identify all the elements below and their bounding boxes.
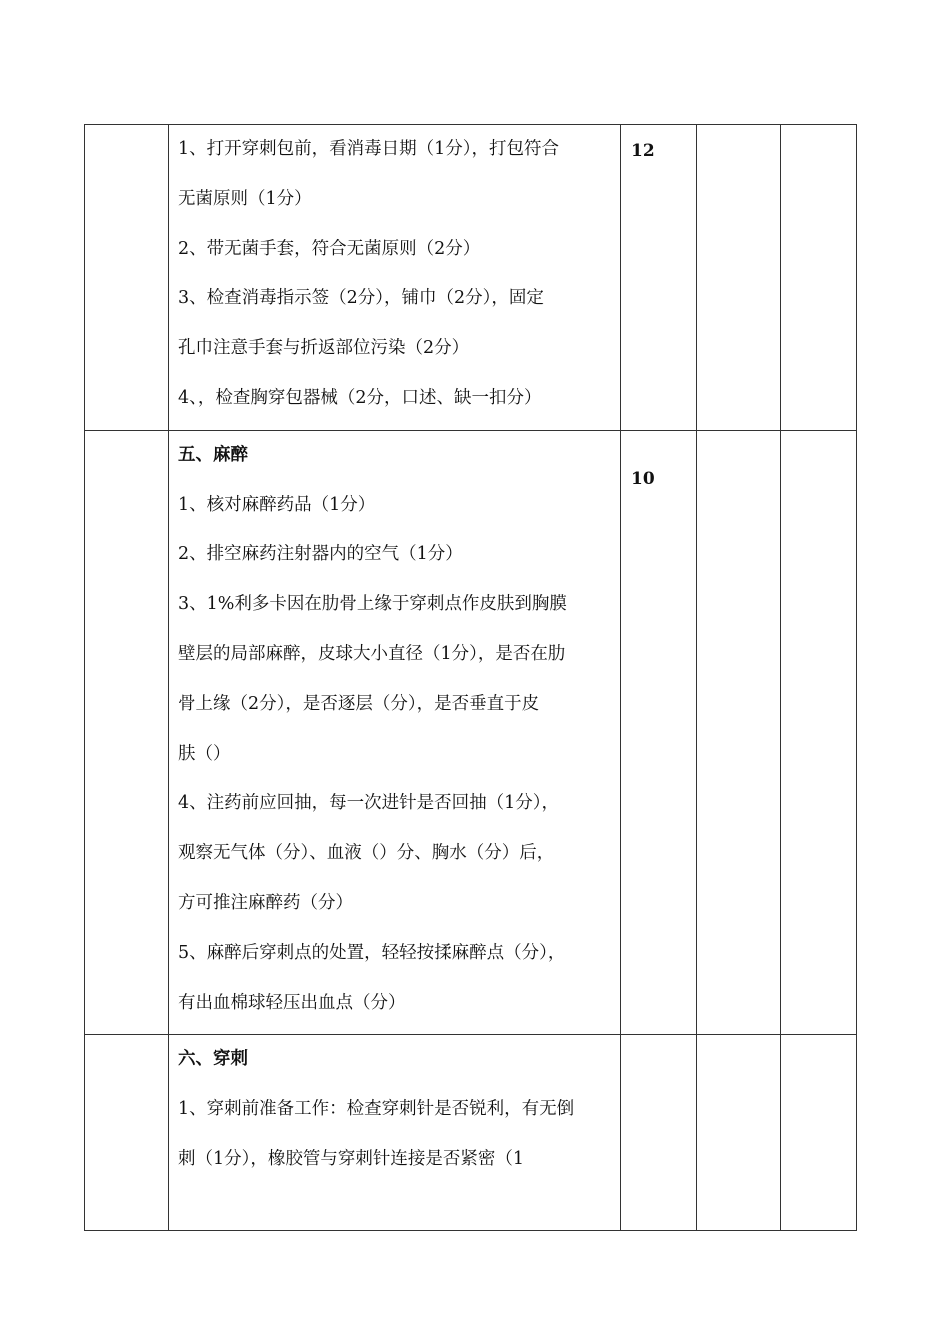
- procedure-line: 3、检查消毒指示签（2分），铺巾（2分），固定: [178, 288, 544, 309]
- procedure-cell: [169, 1035, 621, 1231]
- procedure-line: 有出血棉球轻压出血点（分）: [178, 992, 406, 1013]
- score-cell: 12: [621, 125, 697, 431]
- procedure-line: 4、，检查胸穿包器械（2分，口述、缺一扣分）: [178, 387, 542, 408]
- procedure-line: 观察无气体（分）、血液（）分、胸水（分）后，: [178, 843, 555, 864]
- score-cell: 10: [621, 430, 697, 1035]
- procedure-line: 4、注药前应回抽，每一次进针是否回抽（1分），: [178, 793, 560, 814]
- procedure-line: 2、带无菌手套，符合无菌原则（2分）: [178, 238, 481, 259]
- procedure-line: 刺（1分），橡胶管与穿刺针连接是否紧密（1: [178, 1148, 525, 1169]
- score-cell: [621, 1035, 697, 1231]
- procedure-line: 1、穿刺前准备工作：检查穿刺针是否锐利，有无倒: [178, 1099, 575, 1120]
- deduction-cell: [697, 430, 781, 1035]
- procedure-line: 骨上缘（2分），是否逐层（分），是否垂直于皮: [178, 693, 540, 714]
- procedure-line: 孔巾注意手套与折返部位污染（2分）: [178, 338, 470, 359]
- procedure-line: 2、排空麻药注射器内的空气（1分）: [178, 544, 463, 565]
- procedure-line: 1、打开穿刺包前，看消毒日期（1分），打包符合: [178, 139, 560, 159]
- category-cell: [85, 125, 169, 431]
- procedure-line: 方可推注麻醉药（分）: [178, 892, 353, 913]
- remark-cell: [781, 430, 857, 1035]
- procedure-line: 5、麻醉后穿刺点的处置，轻轻按揉麻醉点（分），: [178, 942, 566, 963]
- table-row: [85, 125, 857, 431]
- remark-cell: [781, 1035, 857, 1231]
- table-row: [85, 430, 857, 1035]
- deduction-cell: [697, 1035, 781, 1231]
- section-heading: 六、穿刺: [178, 1049, 248, 1070]
- category-cell: [85, 430, 169, 1035]
- category-cell: [85, 1035, 169, 1231]
- procedure-cell: [169, 125, 621, 431]
- procedure-line: 3、1%利多卡因在肋骨上缘于穿刺点作皮肤到胸膜: [178, 594, 567, 615]
- procedure-cell: [169, 430, 621, 1035]
- section-heading: 五、麻醉: [178, 444, 248, 465]
- procedure-line: 无菌原则（1分）: [178, 188, 312, 209]
- procedure-line: 壁层的局部麻醉，皮球大小直径（1分），是否在肋: [178, 643, 566, 664]
- procedure-line: 1、核对麻醉药品（1分）: [178, 494, 376, 515]
- deduction-cell: [697, 125, 781, 431]
- remark-cell: [781, 125, 857, 431]
- scoring-table: [84, 124, 857, 1231]
- procedure-line: 肤（）: [178, 743, 231, 764]
- table-row: [85, 1035, 857, 1231]
